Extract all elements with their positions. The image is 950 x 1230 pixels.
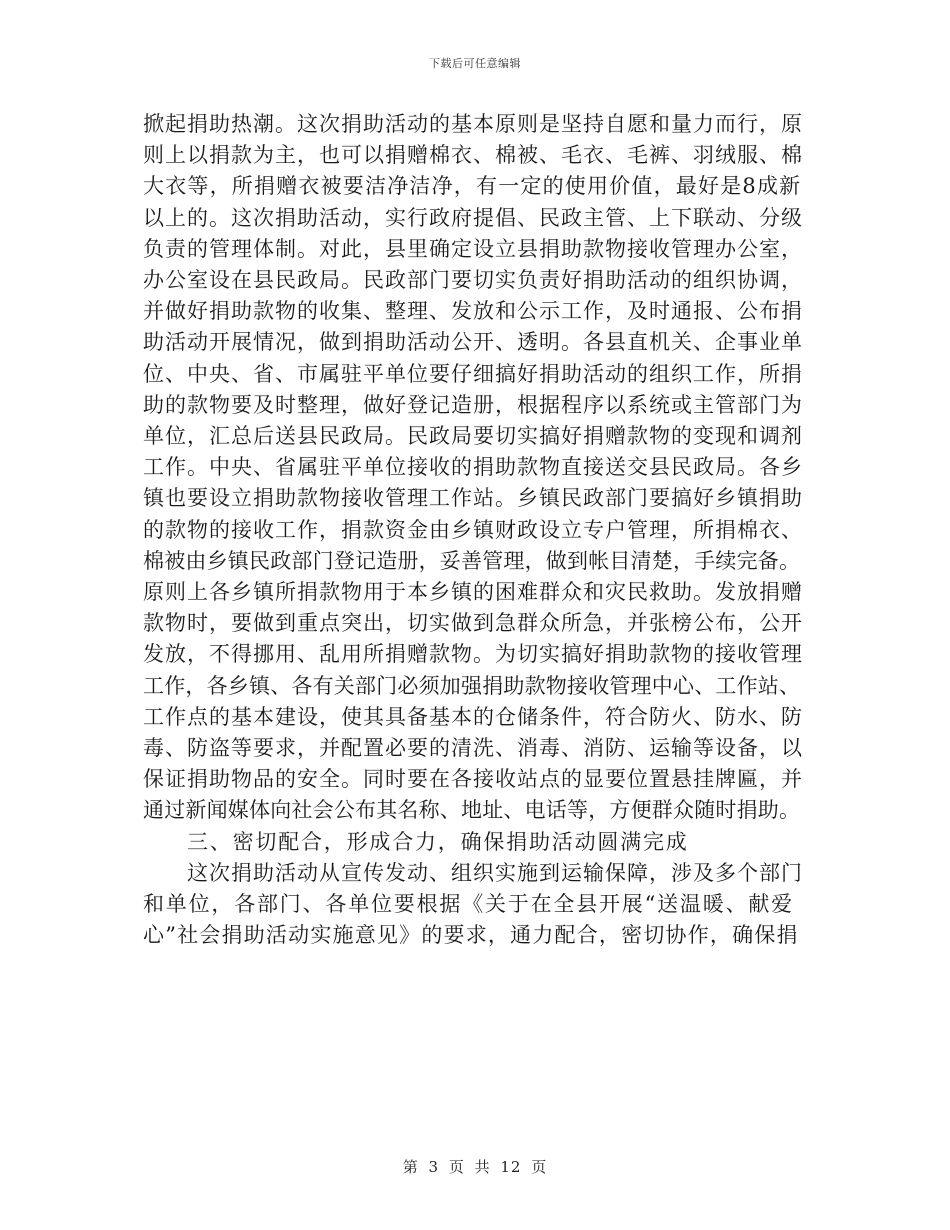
body-line: 办公室设在县民政局。民政部门要切实负责好捐助活动的组织协调， xyxy=(143,268,803,293)
page-footer: 第 3 页 共 12 页 xyxy=(402,1158,548,1176)
body-line: 工作。中央、省属驻平单位接收的捐助款物直接送交县民政局。各乡 xyxy=(143,455,803,480)
body-line: 工作，各乡镇、各有关部门必须加强捐助款物接收管理中心、工作站、 xyxy=(143,673,801,698)
body-line: 毒、防盗等要求，并配置必要的清洗、消毒、消防、运输等设备，以 xyxy=(143,736,803,761)
body-line: 单位，汇总后送县民政局。民政局要切实搞好捐赠款物的变现和调剂 xyxy=(143,424,803,449)
body-line: 款物时，要做到重点突出，切实做到急群众所急，并张榜公布，公开 xyxy=(143,611,803,636)
body-line: 并做好捐助款物的收集、整理、发放和公示工作，及时通报、公布捐 xyxy=(143,299,803,324)
body-line: 大衣等，所捐赠衣被要洁净洁净，有一定的使用价值，最好是8成新 xyxy=(143,174,802,199)
section-heading: 三、密切配合，形成合力，确保捐助活动圆满完成 xyxy=(187,829,689,854)
body-line: 掀起捐助热潮。这次捐助活动的基本原则是坚持自愿和量力而行，原 xyxy=(143,112,803,136)
body-line: 心”社会捐助活动实施意见》的要求，通力配合，密切协作，确保捐 xyxy=(143,923,799,948)
body-line: 发放，不得挪用、乱用所捐赠款物。为切实搞好捐助款物的接收管理 xyxy=(143,642,803,667)
body-line: 以上的。这次捐助活动，实行政府提倡、民政主管、上下联动、分级 xyxy=(143,205,803,230)
body-line: 镇也要设立捐助款物接收管理工作站。乡镇民政部门要搞好乡镇捐助 xyxy=(143,486,803,511)
document-body xyxy=(143,109,803,951)
page-header: 下载后可任意编辑 xyxy=(429,57,521,70)
body-line: 位、中央、省、市属驻平单位要仔细搞好捐助活动的组织工作，所捐 xyxy=(143,361,803,386)
body-line: 工作点的基本建设，使其具备基本的仓储条件，符合防火、防水、防 xyxy=(143,704,803,729)
body-line: 助的款物要及时整理，做好登记造册，根据程序以系统或主管部门为 xyxy=(143,392,803,417)
body-line: 原则上各乡镇所捐款物用于本乡镇的困难群众和灾民救助。发放捐赠 xyxy=(143,580,803,605)
body-line: 的款物的接收工作，捐款资金由乡镇财政设立专户管理，所捐棉衣、 xyxy=(143,517,803,542)
body-line: 和单位，各部门、各单位要根据《关于在全县开展“送温暖、献爱 xyxy=(143,892,794,917)
body-line: 棉被由乡镇民政部门登记造册，妥善管理，做到帐目清楚，手续完备。 xyxy=(143,548,801,573)
body-line: 负责的管理体制。对此，县里确定设立县捐助款物接收管理办公室， xyxy=(143,236,803,261)
body-line: 保证捐助物品的安全。同时要在各接收站点的显要位置悬挂牌匾，并 xyxy=(143,767,803,792)
body-line: 通过新闻媒体向社会公布其名称、地址、电话等，方便群众随时捐助。 xyxy=(143,798,801,823)
body-line: 则上以捐款为主，也可以捐赠棉衣、棉被、毛衣、毛裤、羽绒服、棉 xyxy=(143,143,803,168)
body-line: 这次捐助活动从宣传发动、组织实施到运输保障，涉及多个部门 xyxy=(187,860,803,885)
body-line: 助活动开展情况，做到捐助活动公开、透明。各县直机关、企事业单 xyxy=(143,330,803,355)
